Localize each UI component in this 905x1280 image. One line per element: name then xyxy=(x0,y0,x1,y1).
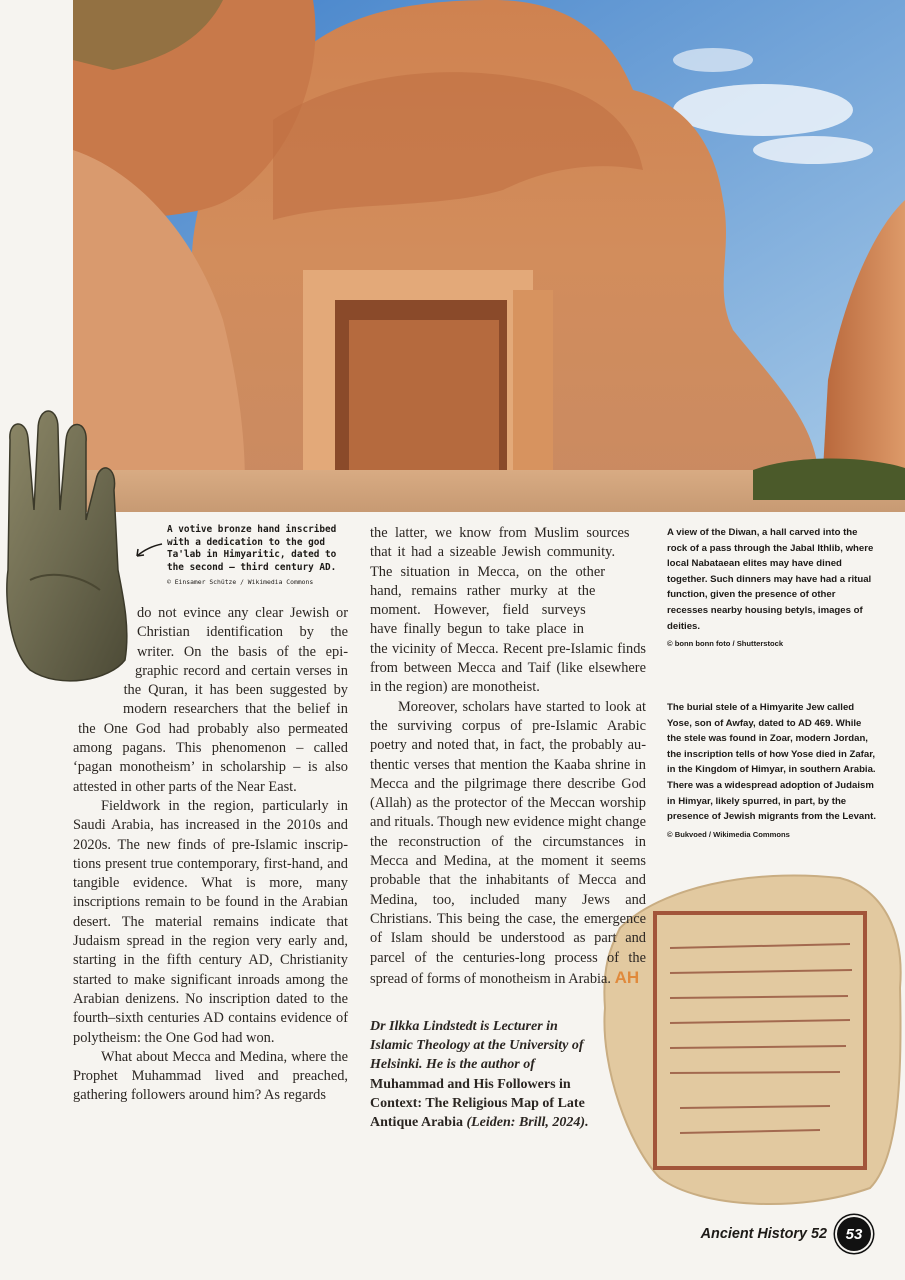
article-column-2 xyxy=(370,524,646,1012)
paragraph-text: Moreover, scholars have started to look at the surviving corpus of pre-Islamic Arabic poetry and noted that, in fact, the probably authentic verses that mention the Kaaba shrine in Mecca and the pilgrimage there describe God (Allah) as the protector of the Meccan worship and rituals. Though new evidence might change the reconstruction of the circumstances in Mecca and Medina, at the moment it seems probable that the inhabitants of Mecca and Medina, too, included many Jews and Christians. This being the case, the emergence of Islam should be understood as part and parcel of the centuries-long process of the spread of forms of monotheism in Arabia. xyxy=(370,698,646,987)
stele-caption xyxy=(667,700,877,842)
sign-off: AH xyxy=(614,967,640,987)
page-footer xyxy=(701,1217,871,1251)
bio-book-title: Muhammad and His Followers in Context: The Religious Map of Late Antique Arabia xyxy=(370,1076,585,1131)
stele-caption-credit: © Bukvoed / Wikimedia Commons xyxy=(667,829,790,839)
paragraph-with-signoff xyxy=(370,698,646,989)
diwan-photo xyxy=(73,0,905,512)
page-number: 53 xyxy=(837,1217,871,1251)
paragraph: the latter, we know from Muslim sources that it had a sizeable Jewish community. The situation in Mecca, on the other hand, remains rather murky at the moment. However, field surveys have finally begun to take place in the vicinity of Mecca. Recent pre-Islamic finds from between Mecca and Taif (like elsewhere in the region) are monotheist. xyxy=(370,525,646,696)
hand-caption-credit: © Einsamer Schütze / Wikimedia Commons xyxy=(167,578,314,587)
author-bio xyxy=(370,1017,600,1132)
hand-caption xyxy=(167,524,347,589)
diwan-caption-text: A view of the Diwan, a hall carved into the rock of a pass through the Jabal Ithlib, where local Nabataean elites may have dined together. Such dinners may have had a ritual function, given the presence of other recesses nearby housing betyls, images of deities. xyxy=(667,527,874,632)
paragraph: Fieldwork in the region, particularly in Saudi Arabia, has increased in the 2010s and 2020s. The new finds of pre-Islamic inscriptions present true contemporary, first-hand, and tangible evidence. What is more, many inscriptions remain to be found in the Arabian desert. The material remains indicate that Judaism spread in the region very early and, starting in the fifth century AD, Christianity started to make significant inroads among the Arabian denizens. No inscription dated to the fourth–sixth centuries AD contains evidence of polytheism: the One God had won. xyxy=(73,797,348,1046)
paragraph: do not evince any clear Jewish or Christian identification by the writer. On the basis of the epigraphic record and certain verses in the Quran, it has been suggested by modern researchers that the belief in the One God had probably also permeated among pagans. This phenomenon – called ‘pagan monotheism’ in scholarship – is also attested in other parts of the Near East. xyxy=(73,605,348,795)
magazine-issue: Ancient History 52 xyxy=(700,1226,827,1242)
stele-caption-text: The burial stele of a Himyarite Jew called Yose, son of Awfay, dated to AD 469. While the stele was found in Zoar, modern Jordan, the inscription tells of how Yose died in Zafar, in the Kingdom of Himyar, in southern Arabia. There was a widespread adoption of Judaism in Himyar, likely spurred, in part, by the presence of Jewish migrants from the Levant. xyxy=(667,702,876,823)
hand-caption-text: A votive bronze hand inscribed with a dedication to the god Ta'lab in Himyaritic, dated to the second – third century AD. xyxy=(167,524,337,573)
diwan-caption xyxy=(667,525,877,652)
bio-publisher: (Leiden: Brill, 2024). xyxy=(466,1115,589,1131)
bio-lead: Dr Ilkka Lindstedt is Lecturer in Islamic Theology at the University of Helsinki. He is the author of xyxy=(370,1019,584,1073)
caption-arrow-icon xyxy=(132,540,164,560)
article-column-1 xyxy=(73,604,348,1106)
paragraph: What about Mecca and Medina, where the Prophet Muhammad lived and preached, gathering followers around him? As regards xyxy=(73,1048,348,1104)
diwan-caption-credit: © bonn bonn foto / Shutterstock xyxy=(667,639,784,649)
